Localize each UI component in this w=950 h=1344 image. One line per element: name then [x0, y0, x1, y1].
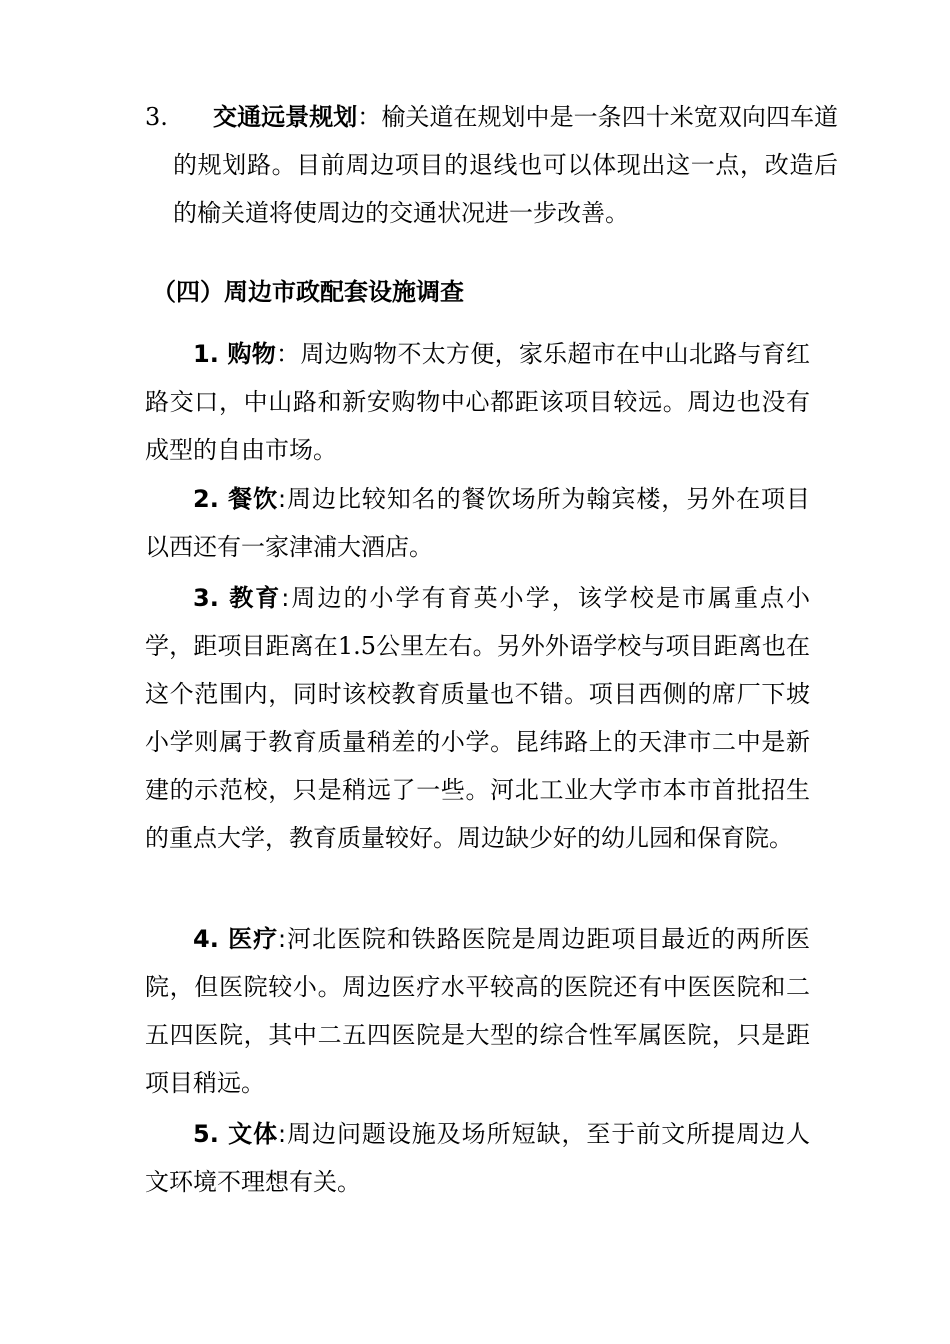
paragraph-shopping — [145, 330, 810, 474]
item-separator: : — [278, 1120, 287, 1148]
item-body: 周边比较知名的餐饮场所为翰宾楼，另外在项目以西还有一家津浦大酒店。 — [145, 485, 811, 561]
item-number: 3. — [145, 103, 168, 131]
paragraph-dining — [145, 475, 810, 571]
paragraph-transport-plan — [145, 93, 838, 237]
item-body: 周边问题设施及场所短缺，至于前文所提周边人文环境不理想有关。 — [145, 1120, 811, 1196]
item-label: 3. 教育 — [193, 584, 282, 612]
item-body-part-a: 周边的小学有育英小学，该学校是市属重点小学，距项目距离在 — [145, 584, 811, 660]
paragraph-culture-sports — [145, 1110, 810, 1206]
paragraph-medical — [145, 915, 810, 1107]
item-label: 4. 医疗 — [193, 925, 279, 953]
paragraph-education — [145, 574, 810, 862]
item-heading: 交通远景规划 — [213, 103, 358, 131]
item-separator: ： — [357, 103, 382, 131]
item-label: 5. 文体 — [193, 1120, 279, 1148]
item-body: 榆关道在规划中是一条四十米宽双向四车道的规划路。目前周边项目的退线也可以体现出这一点，改造后的榆关道将使周边的交通状况进一步改善。 — [173, 103, 839, 227]
item-label: 1. 购物 — [193, 340, 277, 368]
item-separator: : — [278, 925, 287, 953]
item-separator: ： — [276, 340, 301, 368]
item-label: 2. 餐饮 — [193, 485, 279, 513]
item-body: 河北医院和铁路医院是周边距项目最近的两所医院，但医院较小。周边医疗水平较高的医院还有中医医院和二五四医院，其中二五四医院是大型的综合性军属医院，只是距项目稍远。 — [145, 925, 811, 1097]
item-body: 周边购物不太方便，家乐超市在中山北路与育红路交口，中山路和新安购物中心都距该项目较远。周边也没有成型的自由市场。 — [145, 340, 811, 464]
item-separator: : — [281, 584, 290, 612]
item-body-number: 1.5 — [337, 632, 377, 660]
item-body-part-b: 公里左右。另外外语学校与项目距离也在这个范围内，同时该校教育质量也不错。项目西侧的席厂下坡小学则属于教育质量稍差的小学。昆纬路上的天津市二中是新建的示范校，只是稍远了一些。河北工业大学市本市首批招生的重点大学，教育质量较好。周边缺少好的幼儿园和保育院。 — [145, 632, 811, 852]
section-title: （四）周边市政配套设施调查 — [152, 278, 464, 306]
item-separator: : — [278, 485, 287, 513]
